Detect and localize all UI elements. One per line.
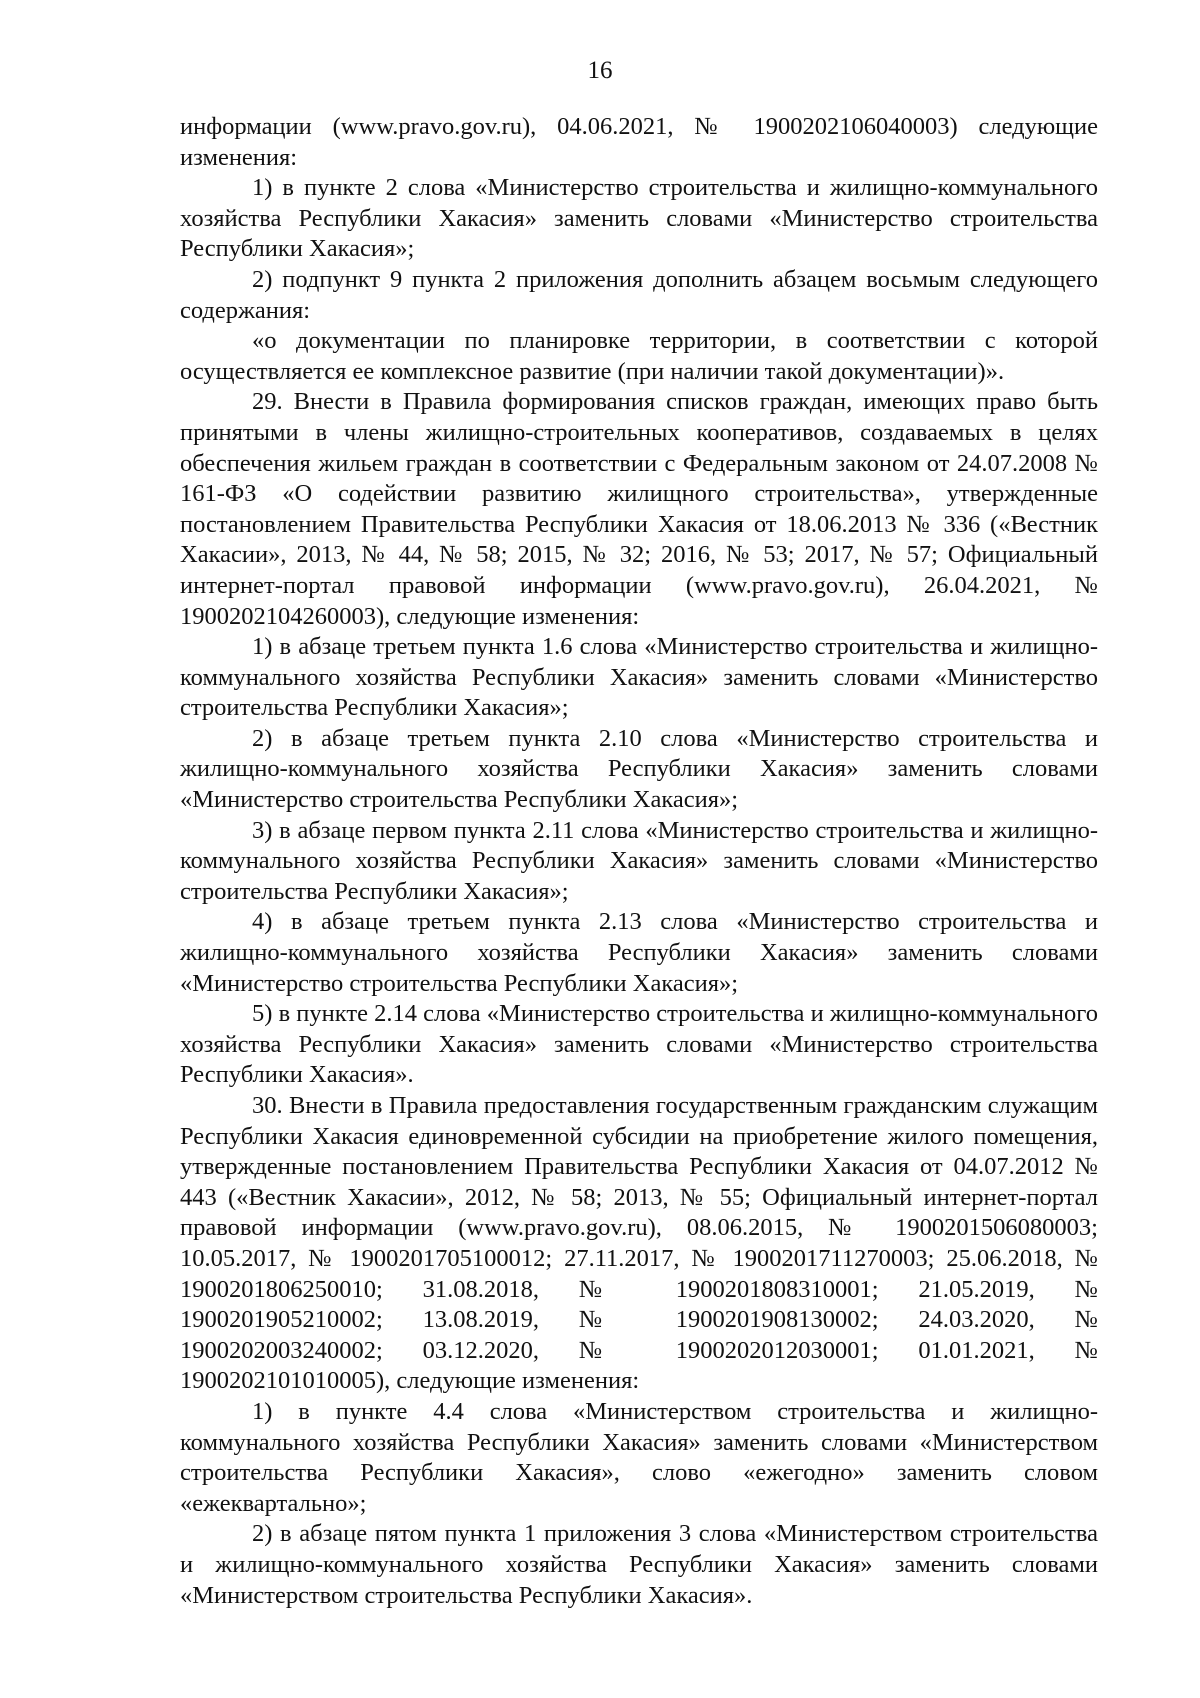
paragraph: «о документации по планировке территории, в соответствии с которой осуществляется ее комплексное развитие (при наличии такой документации)».: [180, 327, 1098, 385]
paragraph: 5) в пункте 2.14 слова «Министерство строительства и жилищно-коммунального хозяйства Республики Хакасия» заменить словами «Министерство строительства Республики Хакасия».: [180, 1000, 1098, 1089]
paragraph: 1) в пункте 2 слова «Министерство строительства и жилищно-коммунального хозяйства Республики Хакасия» заменить словами «Министерство строительства Республики Хакасия»;: [180, 174, 1098, 263]
paragraph: 1) в абзаце третьем пункта 1.6 слова «Министерство строительства и жилищно-коммунального хозяйства Республики Хакасия» заменить словами «Министерство строительства Республики Хакасия»;: [180, 633, 1098, 722]
paragraph: 2) в абзаце пятом пункта 1 приложения 3 слова «Министерством строительства и жилищно-коммунального хозяйства Республики Хакасия» заменить словами «Министерством строительства Республики Хакасия».: [180, 1520, 1098, 1609]
paragraph: 3) в абзаце первом пункта 2.11 слова «Министерство строительства и жилищно-коммунального хозяйства Республики Хакасия» заменить словами «Министерство строительства Республики Хакасия»;: [180, 816, 1098, 905]
paragraph: 30. Внести в Правила предоставления государственным гражданским служащим Республики Хакасия единовременной субсидии на приобретение жилого помещения, утвержденные постановлением Правительства Республики Хакасия от 04.07.2012 № 443 («Вестник Хакасии», 2012, № 58; 2013, № 55; Официальный интернет-портал правовой информации (www.pravo.gov.ru), 08.06.2015, № 1900201506080003; 10.05.2017, № 1900201705100012; 27.11.2017, № 1900201711270003; 25.06.2018, № 1900201806250010; 31.08.2018, № 1900201808310001; 21.05.2019, № 1900201905210002; 13.08.2019, № 1900201908130002; 24.03.2020, № 1900202003240002; 03.12.2020, № 1900202012030001; 01.01.2021, № 1900202101010005), следующие изменения:: [180, 1092, 1098, 1395]
page-number: 16: [587, 57, 613, 84]
paragraph: 1) в пункте 4.4 слова «Министерством строительства и жилищно-коммунального хозяйства Республики Хакасия» заменить словами «Министерством строительства Республики Хакасия», слово «ежегодно» заменить словом «ежеквартально»;: [180, 1397, 1098, 1517]
paragraph: информации (www.pravo.gov.ru), 04.06.2021, № 1900202106040003) следующие изменения:: [180, 113, 1098, 171]
paragraph: 2) подпункт 9 пункта 2 приложения дополнить абзацем восьмым следующего содержания:: [180, 265, 1098, 324]
paragraph: 29. Внести в Правила формирования списков граждан, имеющих право быть принятыми в члены жилищно-строительных кооперативов, создаваемых в целях обеспечения жильем граждан в соответствии с Федеральным законом от 24.07.2008 № 161-ФЗ «О содействии развитию жилищного строительства», утвержденные постановлением Правительства Республики Хакасия от 18.06.2013 № 336 («Вестник Хакасии», 2013, № 44, № 58; 2015, № 32; 2016, № 53; 2017, № 57; Официальный интернет-портал правовой информации (www.pravo.gov.ru), 26.04.2021, № 1900202104260003), следующие изменения:: [180, 388, 1098, 630]
paragraph: 4) в абзаце третьем пункта 2.13 слова «Министерство строительства и жилищно-коммунального хозяйства Республики Хакасия» заменить словами «Министерство строительства Республики Хакасия»;: [180, 908, 1098, 997]
paragraph: 2) в абзаце третьем пункта 2.10 слова «Министерство строительства и жилищно-коммунального хозяйства Республики Хакасия» заменить словами «Министерство строительства Республики Хакасия»;: [180, 724, 1098, 814]
document-body: [180, 112, 1098, 1611]
